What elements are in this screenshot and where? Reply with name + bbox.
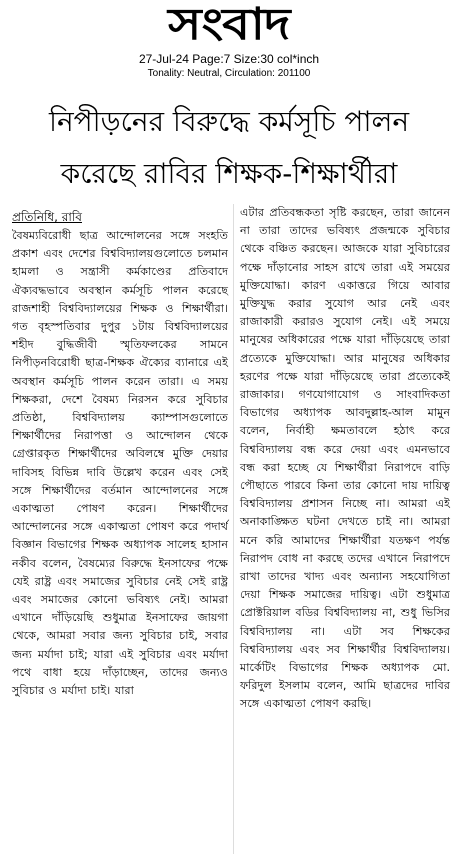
headline-line-2: করেছে রাবির শিক্ষক-শিক্ষার্থীরা xyxy=(60,157,398,190)
article-column-right xyxy=(240,204,450,714)
clipping-tonality-circulation: Tonality: Neutral, Circulation: 201100 xyxy=(147,68,311,79)
clipping-date-page-size: 27-Jul-24 Page:7 Size:30 col*inch xyxy=(138,52,320,66)
article-headline xyxy=(0,96,458,200)
article-body-left: বৈষম্যবিরোধী ছাত্র আন্দোলনের সঙ্গে সংহতি প্রকাশ এবং দেশের বিশ্ববিদ্যালয়গুলোতে চলমান হামলা ও সন্ত্রাসী কর্মকাণ্ডের প্রতিবাদে ঐক্যবদ্ধভাবে অবস্থান কর্মসূচি পালন করেছে রাজশাহী বিশ্ববিদ্যালয়ের শিক্ষক ও শিক্ষার্থীরা। গত বৃহস্পতিবার দুপুর ১টায় বিশ্ববিদ্যালয়ের শহীদ বুদ্ধিজীবী স্মৃতিফলকের সামনে নিপীড়নবিরোধী ছাত্র-শিক্ষক ঐক্যের ব্যানারে এই অবস্থান কর্মসূচি পালন করেন তারা। এ সময় শিক্ষকরা, দেশে বৈষম্য নিরসন করে সুবিচার প্রতিষ্ঠা, বিশ্ববিদ্যালয় ক্যাম্পাসগুলোতে শিক্ষার্থীদের নিরাপত্তা ও আন্দোলন থেকে গ্রেপ্তারকৃত শিক্ষার্থীদের অবিলম্বে মুক্তি দেয়ার দাবিসহ বিভিন্ন দাবি উল্লেখ করেন এবং সেই সঙ্গে শিক্ষার্থীদের বর্তমান আন্দোলনের সঙ্গে একাত্মতা পোষণ করেন। শিক্ষার্থীদের আন্দোলনের সঙ্গে একাত্মতা পোষণ করে পদার্থ বিজ্ঞান বিভাগের শিক্ষক অধ্যাপক সালেহ হাসান নকীব বলেন, বৈষম্যের বিরুদ্ধে ইনসাফের পক্ষে যেই রাষ্ট্র এবং সমাজের সুবিচার নেই সেই রাষ্ট্র এবং সমাজের কোনো ভবিষ্যৎ নেই। আমরা এখানে দাঁড়িয়েছি শুধুমাত্র ইনসাফের জায়গা থেকে, আমরা সবার জন্য সুবিচার চাই, সবার জন্য মর্যাদা চাই; যারা এই সুবিচার এবং মর্যাদা পথে বাধা হয়ে দাঁড়াচ্ছেন, তাদের জন্যও সুবিচার ও মর্যাদা চাই। যারা xyxy=(12,229,228,698)
newspaper-logo: সংবাদ xyxy=(168,0,290,50)
clipping-meta xyxy=(0,52,458,80)
column-divider xyxy=(233,204,234,854)
newspaper-masthead xyxy=(0,0,458,52)
article-column-left xyxy=(12,227,228,700)
article-body-right: এটার প্রতিবন্ধকতা সৃষ্টি করছেন, তারা জানেন না তারা তাদের ভবিষ্যৎ প্রজন্মকে সুবিচার থেকে বঞ্চিত করছেন। আজকে যারা সুবিচারের পক্ষে দাঁড়ানোর সাহস রাখে তারা এই সময়ের মুক্তিযোদ্ধা। কারণ একাত্তরে গিয়ে আবার মুক্তিযুদ্ধ করার সুযোগ আর নেই এবং রাজাকারী করারও সুযোগ নেই। এই সময়ে মানুষের অধিকারের পক্ষে যারা দাঁড়িয়েছে তারা প্রত্যেকে মুক্তিযোদ্ধা। আর মানুষের অধিকার হরণের পক্ষে যারা দাঁড়িয়েছে তারা প্রত্যেকেই রাজাকার। গণযোগাযোগ ও সাংবাদিকতা বিভাগের অধ্যাপক আবদুল্লাহ-আল মামুন বলেন, নির্বাহী ক্ষমতাবলে হঠাৎ করে বিশ্ববিদ্যালয় বন্ধ করে দেয়া এবং এমনভাবে বন্ধ করা হচ্ছে যে শিক্ষার্থীরা নিরাপদে বাড়ি পৌছাতে পারবে কিনা তার কোনো দায় দায়িত্ব বিশ্ববিদ্যালয় প্রশাসন নিচ্ছে না। আমরা এই অনাকাঙ্ক্ষিত ঘটনা দেখতে চাই না। আমরা মনে করি আমাদের শিক্ষার্থীরা যতক্ষণ পর্যন্ত নিরাপদ বোধ না করছে তদের এখানে নিরাপদে রাখা তাদের খাদ্য এবং অন্যান্য সহযোগিতা দেয়া শিক্ষক সমাজের দায়িত্ব। এটা শুধুমাত্র প্রোক্টরিয়াল বডির বিশ্ববিদ্যালয় না, শুধু ভিসির বিশ্ববিদ্যালয় না। এটা সব শিক্ষকের বিশ্ববিদ্যালয় এবং সব শিক্ষার্থীর বিশ্ববিদ্যালয়। মার্কেটিং বিভাগের শিক্ষক অধ্যাপক মো. ফরিদুল ইসলাম বলেন, আমি ছাত্রদের দাবির সঙ্গে একাত্মতা পোষণ করছি। xyxy=(240,206,450,711)
article-byline: প্রতিনিধি, রাবি xyxy=(12,210,82,224)
headline-line-1: নিপীড়নের বিরুদ্ধে কর্মসূচি পালন xyxy=(48,105,410,138)
